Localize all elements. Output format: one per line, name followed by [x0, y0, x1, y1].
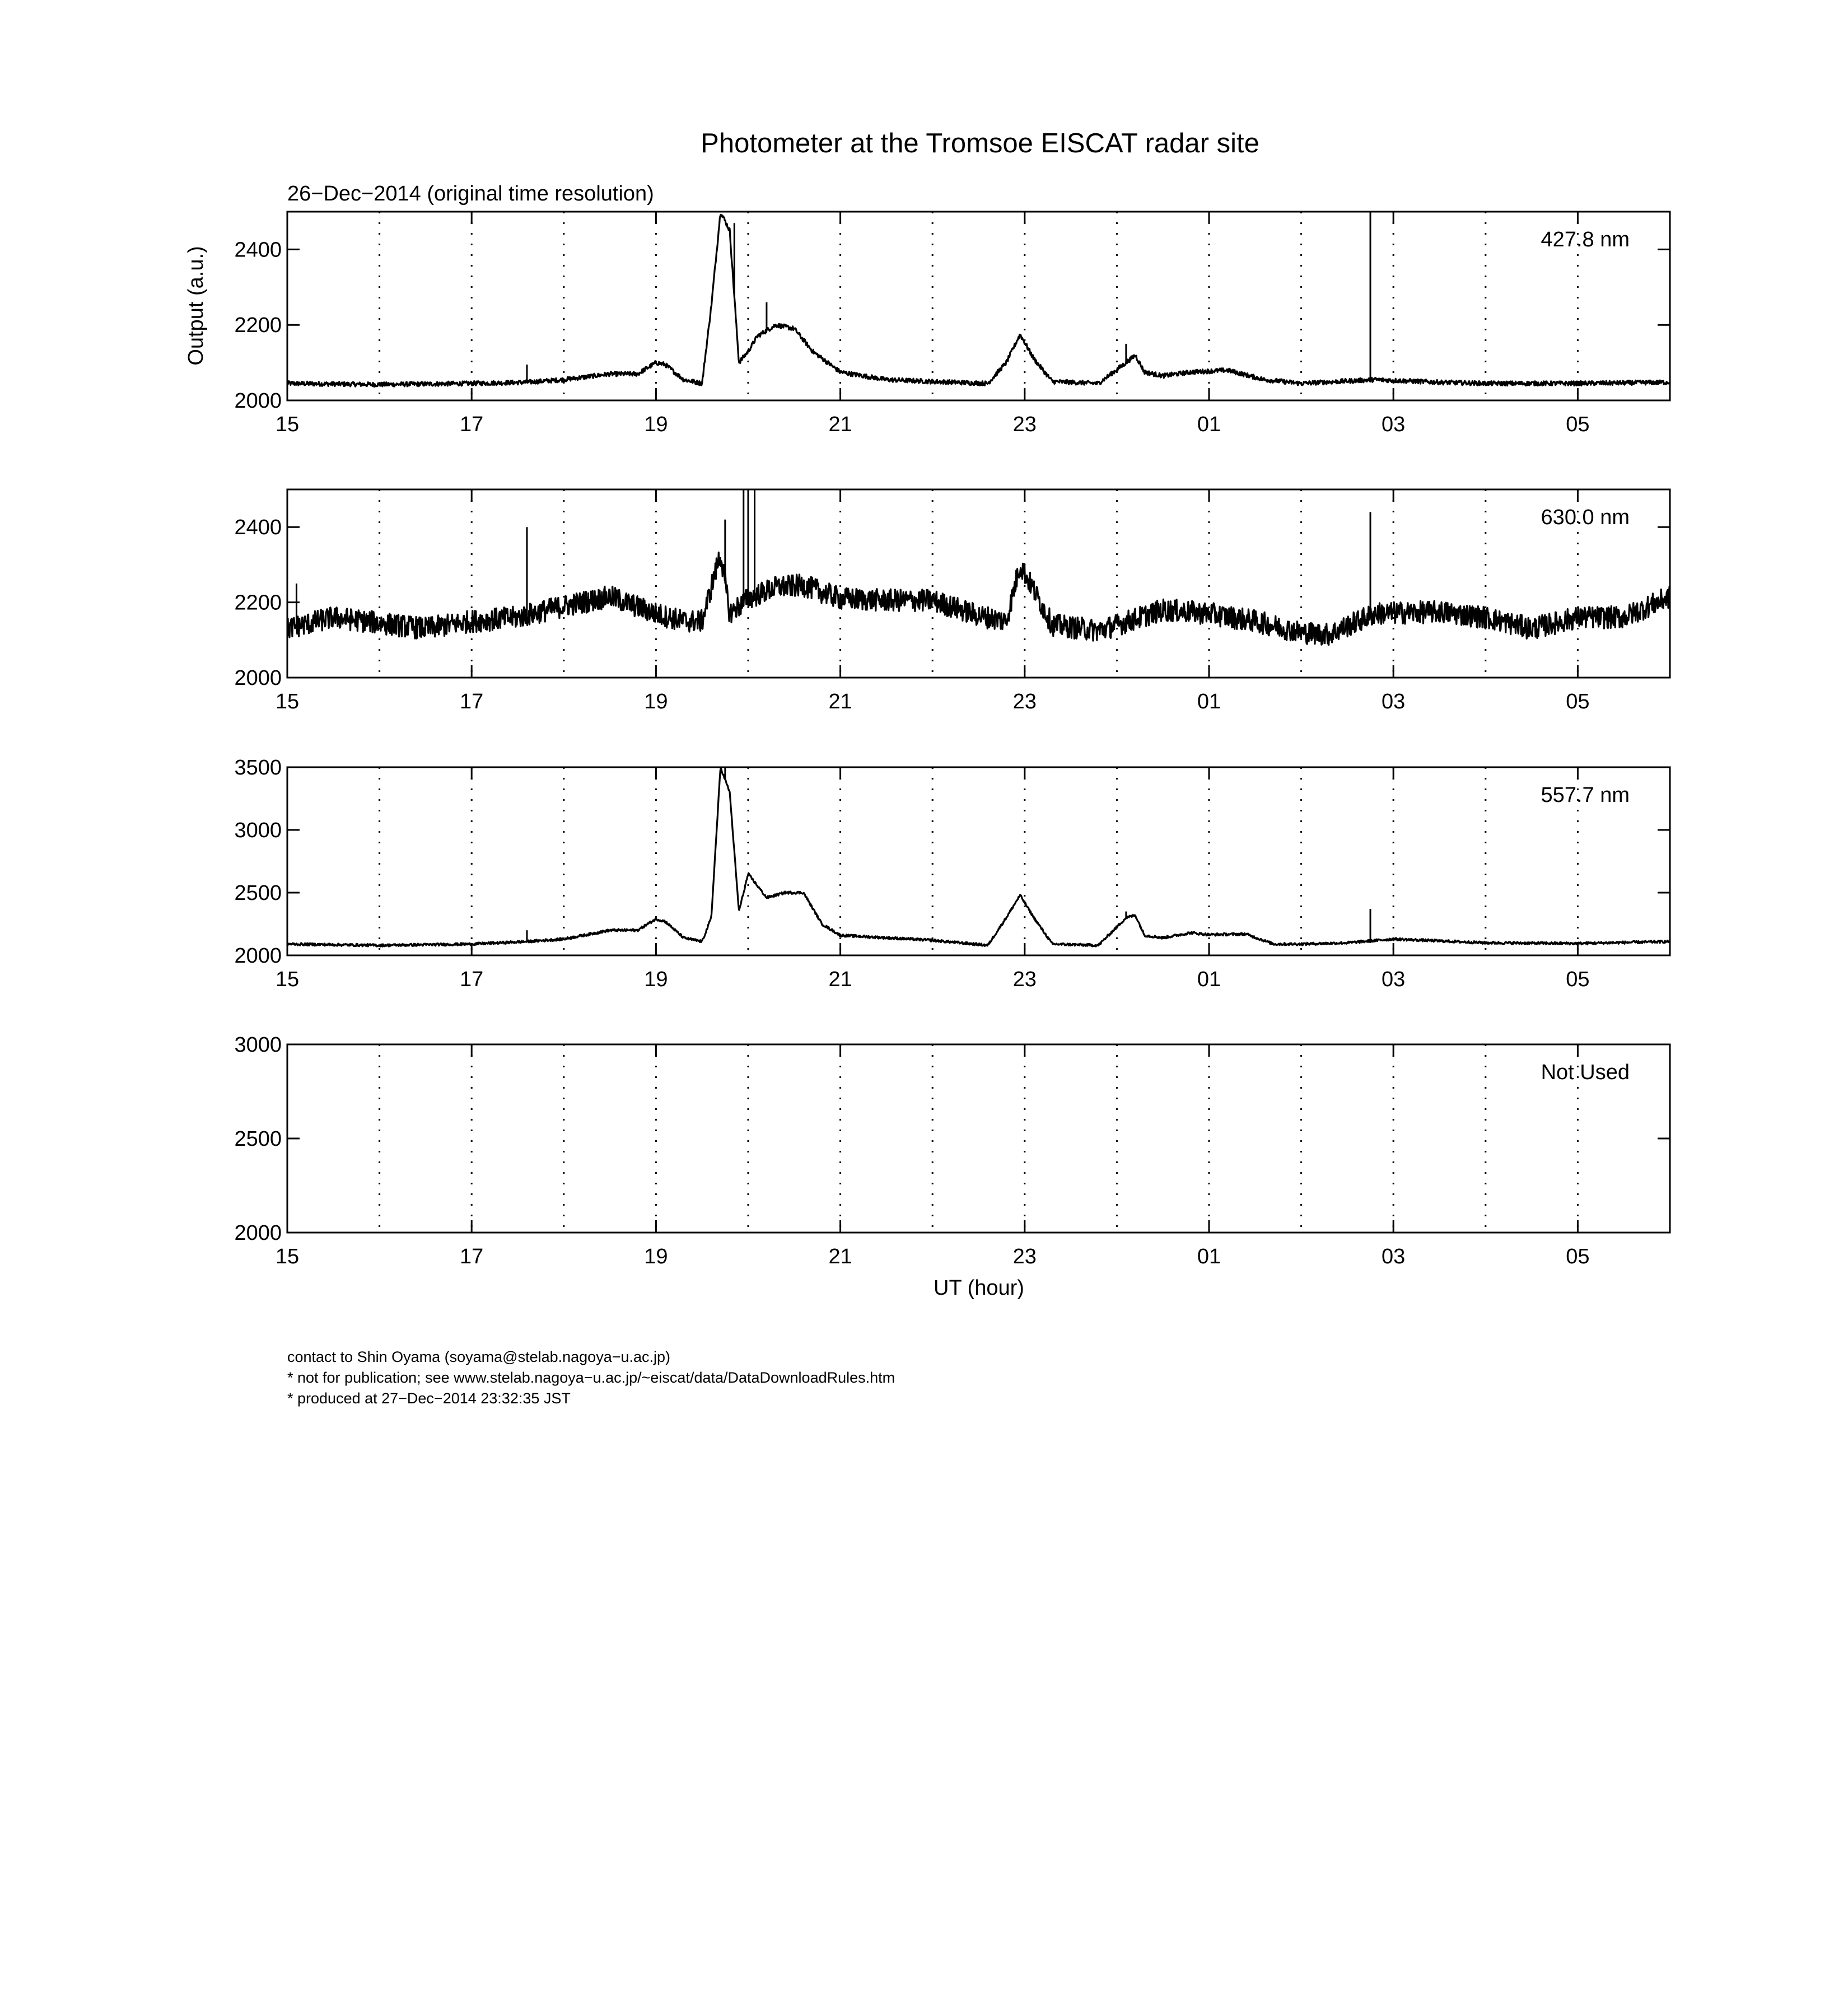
- x-tick-label: 21: [828, 1245, 852, 1268]
- series-line: [287, 768, 1670, 946]
- panel-label: 630.0 nm: [1541, 506, 1630, 529]
- x-tick-label: 23: [1012, 690, 1037, 713]
- x-tick-label: 15: [275, 413, 300, 436]
- x-tick-label: 17: [460, 690, 484, 713]
- panel-4: [234, 1033, 1670, 1268]
- x-tick-label: 05: [1566, 968, 1590, 991]
- y-tick-label: 2500: [234, 1127, 282, 1151]
- series-line: [287, 214, 1670, 386]
- x-tick-label: 05: [1566, 1245, 1590, 1268]
- x-tick-label: 23: [1012, 968, 1037, 991]
- axes-frame: [287, 489, 1670, 678]
- x-tick-label: 17: [460, 1245, 484, 1268]
- y-tick-label: 2200: [234, 314, 282, 338]
- x-tick-label: 03: [1382, 690, 1406, 713]
- panel-label: Not Used: [1541, 1061, 1630, 1084]
- y-axis-label: Output (a.u.): [184, 246, 208, 366]
- x-tick-label: 01: [1197, 968, 1221, 991]
- y-tick-label: 2000: [234, 1221, 282, 1245]
- series-line: [287, 553, 1670, 645]
- panel-1: [234, 212, 1670, 436]
- footer-notice: * not for publication; see www.stelab.nagoya−u.ac.jp/~eiscat/data/DataDownloadRules.htm: [287, 1369, 895, 1386]
- x-tick-label: 15: [275, 690, 300, 713]
- panel-2: [234, 489, 1670, 713]
- x-tick-label: 03: [1382, 413, 1406, 436]
- x-tick-label: 23: [1012, 413, 1037, 436]
- x-tick-label: 01: [1197, 1245, 1221, 1268]
- footer-produced: * produced at 27−Dec−2014 23:32:35 JST: [287, 1390, 571, 1407]
- x-tick-label: 19: [644, 1245, 668, 1268]
- x-tick-label: 01: [1197, 413, 1221, 436]
- x-tick-label: 03: [1382, 1245, 1406, 1268]
- x-tick-label: 21: [828, 968, 852, 991]
- axes-frame: [287, 1044, 1670, 1233]
- x-tick-label: 05: [1566, 690, 1590, 713]
- x-tick-label: 03: [1382, 968, 1406, 991]
- x-tick-label: 15: [275, 968, 300, 991]
- y-tick-label: 2200: [234, 591, 282, 615]
- panel-3: [234, 756, 1670, 991]
- x-axis-label: UT (hour): [934, 1276, 1024, 1300]
- x-tick-label: 05: [1566, 413, 1590, 436]
- y-tick-label: 3000: [234, 1033, 282, 1057]
- panel-label: 557.7 nm: [1541, 783, 1630, 807]
- y-tick-label: 2400: [234, 516, 282, 540]
- y-tick-label: 2500: [234, 881, 282, 905]
- x-tick-label: 01: [1197, 690, 1221, 713]
- y-tick-label: 2400: [234, 238, 282, 262]
- axes-frame: [287, 767, 1670, 955]
- panel-label: 427.8 nm: [1541, 228, 1630, 251]
- figure-title: Photometer at the Tromsoe EISCAT radar site: [701, 128, 1259, 158]
- y-tick-label: 2000: [234, 944, 282, 968]
- y-tick-label: 2000: [234, 666, 282, 690]
- footer-notes: [287, 1347, 895, 1409]
- x-tick-label: 17: [460, 413, 484, 436]
- x-tick-label: 21: [828, 413, 852, 436]
- panels: [234, 212, 1670, 1268]
- x-tick-label: 17: [460, 968, 484, 991]
- x-tick-label: 19: [644, 968, 668, 991]
- y-tick-label: 2000: [234, 389, 282, 413]
- x-tick-label: 19: [644, 690, 668, 713]
- y-tick-label: 3000: [234, 819, 282, 842]
- x-tick-label: 15: [275, 1245, 300, 1268]
- x-tick-label: 19: [644, 413, 668, 436]
- axes-frame: [287, 212, 1670, 400]
- figure-subtitle: 26−Dec−2014 (original time resolution): [287, 182, 654, 206]
- y-tick-label: 3500: [234, 756, 282, 780]
- footer-contact: contact to Shin Oyama (soyama@stelab.nagoya−u.ac.jp): [287, 1348, 671, 1365]
- x-tick-label: 21: [828, 690, 852, 713]
- x-tick-label: 23: [1012, 1245, 1037, 1268]
